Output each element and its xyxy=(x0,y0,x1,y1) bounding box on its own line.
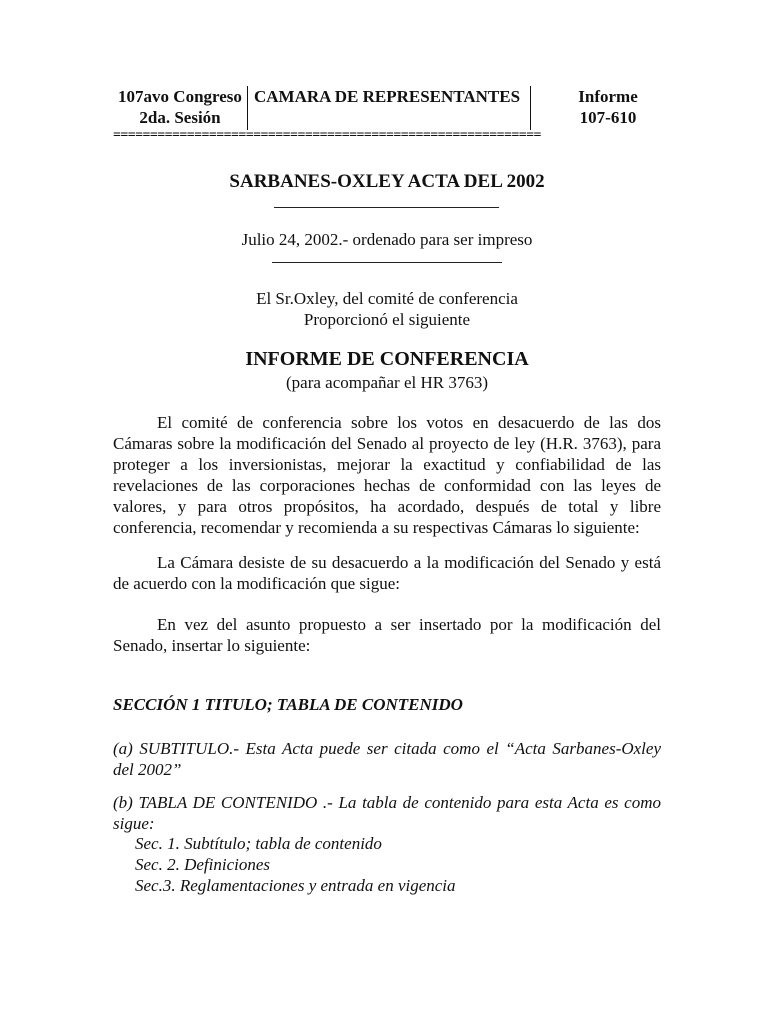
paragraph-3: En vez del asunto propuesto a ser insertado por la modificación del Senado, insertar lo siguiente: xyxy=(113,615,661,655)
section-1-subtitle: (a) SUBTITULO.- Esta Acta puede ser citada como el “Acta Sarbanes-Oxley del 2002” xyxy=(113,739,661,779)
toc-item: Sec. 1. Subtítulo; tabla de contenido xyxy=(135,834,382,853)
section-1-toc-intro: (b) TABLA DE CONTENIDO .- La tabla de contenido para esta Acta es como sigue: xyxy=(113,793,661,833)
session-label: 2da. Sesión xyxy=(139,108,221,127)
toc-item: Sec. 2. Definiciones xyxy=(135,855,271,874)
presenter-line-2: Proporcionó el siguiente xyxy=(303,310,471,329)
paragraph-1: El comité de conferencia sobre los votos en desacuerdo de las dos Cámaras sobre la modificación del Senado al proyecto de ley (H.R. 3763), para proteger a los inversionistas, mejorar la exactitud y confiabilidad de las revelaciones de las corporaciones hechas de conformidad con las leyes de valores, y para otros propósitos, ha acordado, después de total y libre conferencia, recomendar y recomienda a su respectivas Cámaras lo siguiente: xyxy=(113,413,661,537)
paragraph-2: La Cámara desiste de su desacuerdo a la modificación del Senado y está de acuerdo con la modificación que sigue: xyxy=(113,553,661,593)
date-line: Julio 24, 2002.- ordenado para ser impreso xyxy=(241,230,533,249)
toc-item: Sec.3. Reglamentaciones y entrada en vigencia xyxy=(135,876,456,895)
chamber-label: CAMARA DE REPRESENTANTES xyxy=(254,87,521,106)
congress-label: 107avo Congreso xyxy=(118,87,242,106)
report-label: Informe xyxy=(578,87,638,106)
report-number xyxy=(553,86,663,128)
title-underline xyxy=(274,207,499,208)
header-separator: ========================================================== xyxy=(113,128,541,143)
congress-session xyxy=(113,86,247,128)
report-subheading: (para acompañar el HR 3763) xyxy=(285,373,489,392)
report-heading: INFORME DE CONFERENCIA xyxy=(245,348,529,370)
date-underline xyxy=(272,262,502,263)
document-title: SARBANES-OXLEY ACTA DEL 2002 xyxy=(229,171,545,192)
section-1-title: SECCIÓN 1 TITULO; TABLA DE CONTENIDO xyxy=(113,695,463,714)
presenter-line: El Sr.Oxley, del comité de conferencia xyxy=(256,289,518,308)
document-header xyxy=(113,86,661,130)
chamber-name xyxy=(247,86,531,130)
report-id: 107-610 xyxy=(579,108,637,127)
